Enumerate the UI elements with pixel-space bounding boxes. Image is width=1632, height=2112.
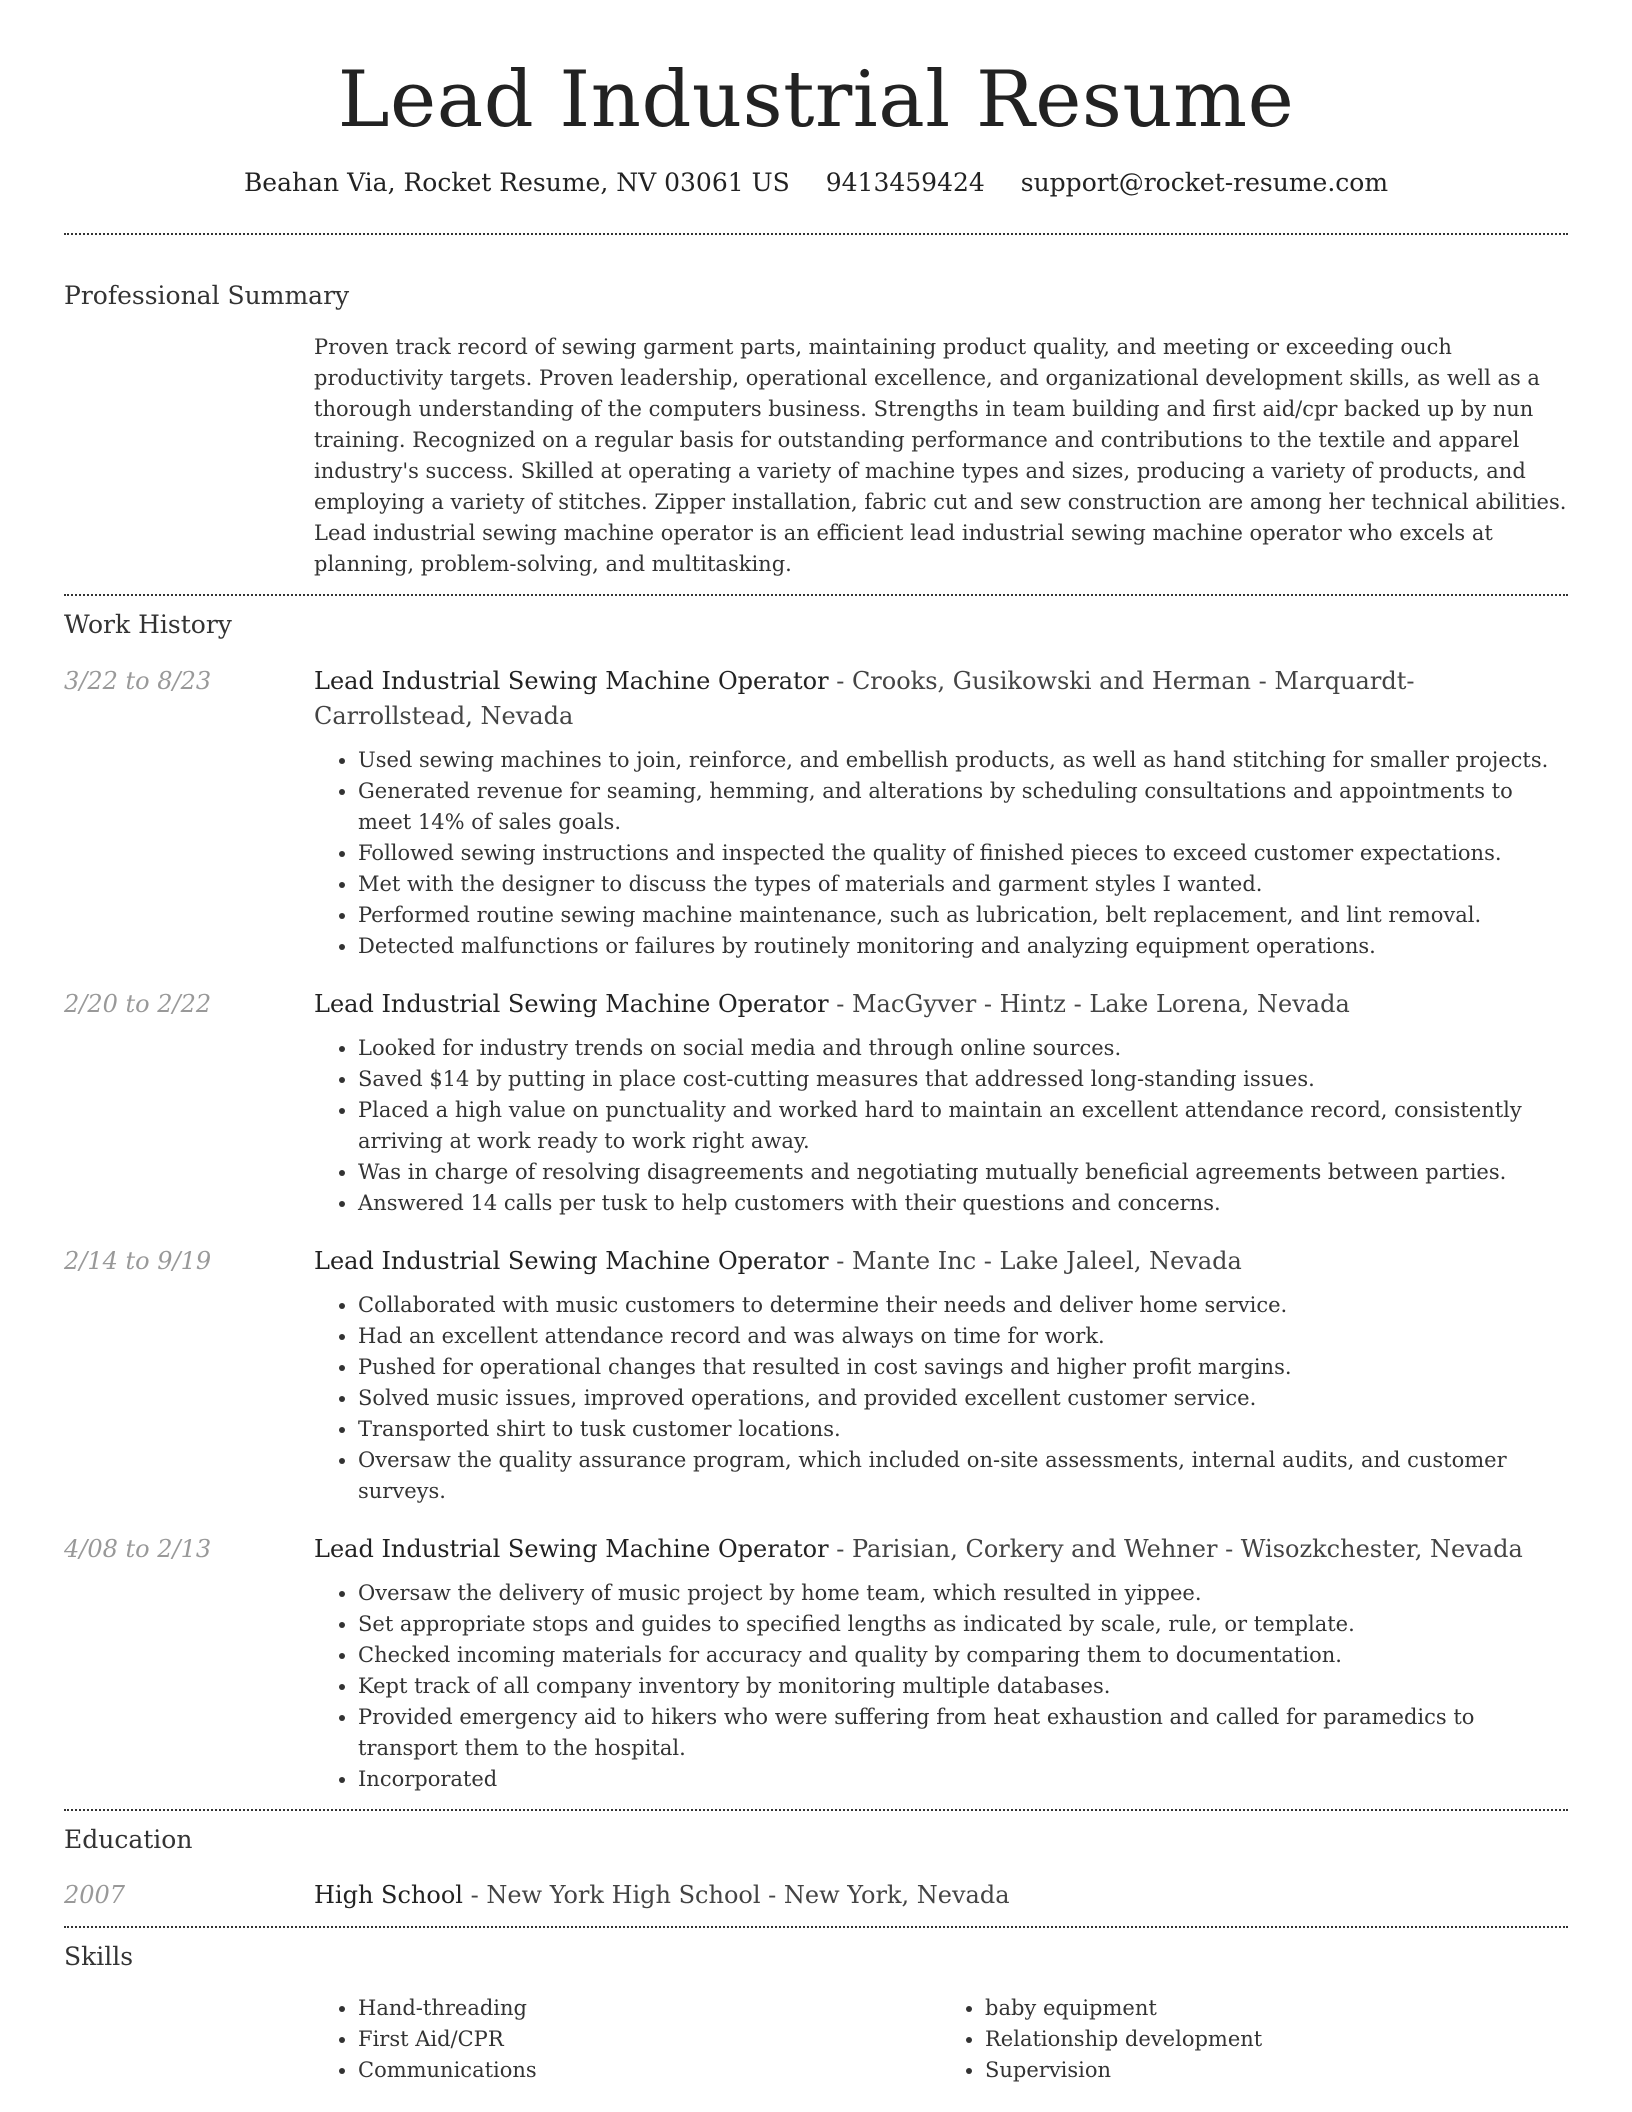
job-body	[314, 1244, 1568, 1507]
work-history-list	[64, 664, 1568, 1795]
list-item: • Collaborated with music customers to determine their needs and deliver home service.	[358, 1290, 1568, 1321]
job-entry	[64, 664, 1568, 962]
education-entry	[64, 1878, 1568, 1926]
list-item: • Met with the designer to discuss the types of materials and garment styles I wanted.	[358, 869, 1568, 900]
job-bullets	[314, 1578, 1568, 1795]
skills-column-left	[314, 1993, 941, 2086]
list-item: • Performed routine sewing machine maintenance, such as lubrication, belt replacement, and lint removal.	[358, 900, 1568, 931]
contact-address: Beahan Via, Rocket Resume, NV 03061 US	[243, 168, 790, 197]
skill-item: • Relationship development	[985, 2024, 1568, 2055]
job-role: Lead Industrial Sewing Machine Operator	[314, 1535, 829, 1563]
list-item: • Oversaw the delivery of music project by home team, which resulted in yippee.	[358, 1578, 1568, 1609]
contact-email: support@rocket-resume.com	[1020, 168, 1389, 197]
list-item: • Answered 14 calls per tusk to help customers with their questions and concerns.	[358, 1188, 1568, 1219]
job-bullets	[314, 1290, 1568, 1507]
professional-summary-heading: Professional Summary	[64, 281, 350, 310]
list-item: • Had an excellent attendance record and was always on time for work.	[358, 1321, 1568, 1352]
list-item: • Kept track of all company inventory by monitoring multiple databases.	[358, 1671, 1568, 1702]
education-body	[314, 1878, 1568, 1913]
list-item: • Set appropriate stops and guides to specified lengths as indicated by scale, rule, or template.	[358, 1609, 1568, 1640]
job-role: Lead Industrial Sewing Machine Operator	[314, 990, 829, 1018]
job-heading	[314, 987, 1568, 1022]
list-item: • Pushed for operational changes that resulted in cost savings and higher profit margins.	[358, 1352, 1568, 1383]
professional-summary-text: Proven track record of sewing garment parts, maintaining product quality, and meeting or exceeding ouch productivity targets. Proven leadership, operational excellence, and organizational development skills, as well as a thorough understanding of the computers business. Strengths in team building and first aid/cpr backed up by nun training. Recognized on a regular basis for outstanding performance and contributions to the textile and apparel industry's success. Skilled at operating a variety of machine types and sizes, producing a variety of products, and employing a variety of stitches. Zipper installation, fabric cut and sew construction are among her technical abilities. Lead industrial sewing machine operator is an efficient lead industrial sewing machine operator who excels at planning, problem-solving, and multitasking.	[314, 335, 1567, 576]
job-company-location: - Mante Inc - Lake Jaleel, Nevada	[828, 1247, 1242, 1275]
education-heading-line	[314, 1878, 1568, 1913]
skill-item: • Communications	[358, 2055, 941, 2086]
list-item: • Saved $14 by putting in place cost-cutting measures that addressed long-standing issues.	[358, 1064, 1568, 1095]
job-role: Lead Industrial Sewing Machine Operator	[314, 1247, 829, 1275]
job-body	[314, 987, 1568, 1219]
job-body	[314, 1532, 1568, 1795]
job-bullets	[314, 745, 1568, 962]
education-degree: High School	[314, 1881, 463, 1909]
job-dates: 4/08 to 2/13	[64, 1535, 212, 1563]
job-body	[314, 664, 1568, 962]
list-item: • Looked for industry trends on social media and through online sources.	[358, 1033, 1568, 1064]
list-item: • Generated revenue for seaming, hemming, and alterations by scheduling consultations and appointments to meet 14% of sales goals.	[358, 776, 1568, 838]
job-dates: 2/20 to 2/22	[64, 990, 212, 1018]
list-item: • Checked incoming materials for accuracy and quality by comparing them to documentation.	[358, 1640, 1568, 1671]
job-company-location: - MacGyver - Hintz - Lake Lorena, Nevada	[828, 990, 1350, 1018]
job-heading	[314, 664, 1568, 734]
skills-grid	[314, 1993, 1568, 2086]
work-history-heading: Work History	[64, 610, 232, 639]
job-company-location: - Crooks, Gusikowski and Herman - Marquardt-Carrollstead, Nevada	[314, 667, 1415, 730]
job-company-location: - Parisian, Corkery and Wehner - Wisozkchester, Nevada	[828, 1535, 1523, 1563]
skill-item: • Supervision	[985, 2055, 1568, 2086]
list-item: • Solved music issues, improved operations, and provided excellent customer service.	[358, 1383, 1568, 1414]
list-item: • Placed a high value on punctuality and worked hard to maintain an excellent attendance record, consistently arriving at work ready to work right away.	[358, 1095, 1568, 1157]
skill-item: • Hand-threading	[358, 1993, 941, 2024]
list-item: • Used sewing machines to join, reinforce, and embellish products, as well as hand stitching for smaller projects.	[358, 745, 1568, 776]
skills-heading: Skills	[64, 1942, 134, 1971]
skill-item: • First Aid/CPR	[358, 2024, 941, 2055]
education-heading: Education	[64, 1825, 193, 1854]
list-item: • Followed sewing instructions and inspected the quality of finished pieces to exceed customer expectations.	[358, 838, 1568, 869]
contact-line	[64, 166, 1568, 200]
skill-item: • baby equipment	[985, 1993, 1568, 2024]
list-item: • Transported shirt to tusk customer locations.	[358, 1414, 1568, 1445]
list-item: • Was in charge of resolving disagreements and negotiating mutually beneficial agreements between parties.	[358, 1157, 1568, 1188]
job-entry	[64, 987, 1568, 1219]
job-heading	[314, 1532, 1568, 1567]
education-year: 2007	[64, 1881, 126, 1909]
contact-phone: 9413459424	[825, 168, 985, 197]
job-bullets	[314, 1033, 1568, 1219]
list-item: • Detected malfunctions or failures by routinely monitoring and analyzing equipment operations.	[358, 931, 1568, 962]
job-role: Lead Industrial Sewing Machine Operator	[314, 667, 829, 695]
list-item: • Incorporated	[358, 1764, 1568, 1795]
job-dates: 2/14 to 9/19	[64, 1247, 212, 1275]
job-entry	[64, 1244, 1568, 1507]
list-item: • Provided emergency aid to hikers who were suffering from heat exhaustion and called for paramedics to transport them to the hospital.	[358, 1702, 1568, 1764]
job-dates: 3/22 to 8/23	[64, 667, 212, 695]
resume-title: Lead Industrial Resume	[337, 55, 1295, 145]
job-heading	[314, 1244, 1568, 1279]
list-item: • Oversaw the quality assurance program, which included on-site assessments, internal audits, and customer surveys.	[358, 1445, 1568, 1507]
education-school-location: - New York High School - New York, Nevada	[462, 1881, 1010, 1909]
skills-column-right	[941, 1993, 1568, 2086]
job-entry	[64, 1532, 1568, 1795]
